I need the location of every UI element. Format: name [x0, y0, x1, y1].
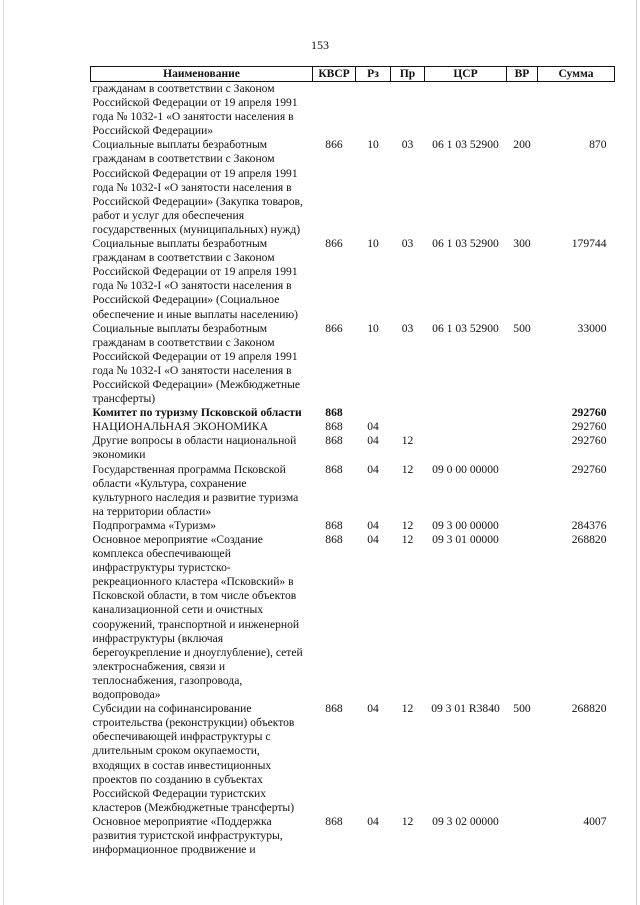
table-row [91, 815, 615, 857]
table-row [91, 519, 615, 533]
header-csr: ЦСР [425, 67, 507, 82]
cell-rz [356, 406, 391, 420]
cell-pr [391, 82, 425, 139]
cell-csr [425, 406, 507, 420]
cell-vr [507, 434, 538, 462]
cell-csr [425, 434, 507, 462]
cell-name: Социальные выплаты безработным гражданам в соответствии с Законом Российской Федерации от 19 апреля 1991 года № 1032-I «О занятости населения в Российской Федерации» (Социальное обеспечение и иные выплаты населению) [92, 237, 298, 321]
table-row [91, 434, 615, 462]
cell-csr: 06 1 03 52900 [432, 237, 499, 251]
header-pr: Пр [391, 67, 425, 82]
cell-rz: 10 [367, 321, 379, 335]
cell-pr: 12 [401, 533, 414, 546]
table-row [91, 702, 615, 815]
cell-pr: 03 [401, 237, 414, 251]
cell-kvsr: 868 [325, 406, 343, 420]
cell-pr: 12 [401, 814, 414, 828]
cell-rz: 04 [367, 533, 379, 546]
cell-pr: 12 [401, 434, 414, 448]
header-rz: Рз [356, 67, 391, 82]
table-row [91, 138, 615, 237]
table-row [91, 463, 615, 519]
cell-sum: 268820 [571, 533, 607, 546]
cell-name: Другие вопросы в области национальной экономики [92, 434, 297, 462]
table-row [91, 82, 615, 139]
cell-vr [507, 533, 538, 702]
cell-vr [507, 406, 538, 420]
cell-csr: 09 3 00 00000 [432, 518, 499, 532]
cell-sum: 268820 [571, 702, 607, 716]
cell-name: Основное мероприятие «Поддержка развития туристской инфраструктуры, информационное продвижение и [92, 814, 283, 857]
table-row [91, 420, 615, 434]
cell-pr: 12 [401, 462, 414, 476]
cell-kvsr: 868 [325, 518, 343, 532]
cell-sum: 292760 [571, 420, 607, 434]
cell-name: Государственная программа Псковской области «Культура, сохранение культурного наследия и развитие туризма на территории области» [92, 462, 299, 518]
cell-sum: 292760 [571, 406, 607, 420]
cell-sum [538, 82, 615, 139]
cell-sum: 179744 [571, 237, 607, 251]
scan-edge-left [3, 0, 4, 905]
scan-edge-right [636, 0, 637, 905]
cell-kvsr: 866 [325, 237, 343, 251]
cell-csr: 06 1 03 52900 [432, 138, 499, 152]
table-row [91, 322, 615, 407]
cell-rz: 04 [367, 702, 379, 716]
cell-csr: 06 1 03 52900 [432, 321, 499, 335]
cell-rz: 10 [367, 237, 379, 251]
header-kvsr: КВСР [313, 67, 356, 82]
cell-name: Подпрограмма «Туризм» [92, 518, 217, 532]
cell-csr: 09 0 00 00000 [432, 462, 499, 476]
cell-pr: 12 [401, 702, 414, 716]
cell-sum: 4007 [583, 814, 607, 828]
cell-name: Основное мероприятие «Создание комплекса обеспечивающей инфраструктуры туристско-рекреационного кластера «Псковский» в Псковской области, в том числе объектов канализационной сети и очистных сооружений, транспортной и инженерной инфраструктуры (включая берегоукрепление и дноуглубление), сетей электроснабжения, связи и теплоснабжения, газопровода, водопровода» [92, 533, 303, 702]
cell-rz: 04 [367, 814, 379, 828]
cell-kvsr: 866 [325, 138, 343, 152]
cell-rz [356, 82, 391, 139]
cell-name: Комитет по туризму Псковской области [92, 406, 302, 420]
cell-sum: 870 [589, 138, 607, 152]
cell-rz: 04 [367, 518, 379, 532]
header-vr: ВР [507, 67, 538, 82]
cell-csr [425, 420, 507, 434]
cell-sum: 284376 [571, 518, 607, 532]
cell-rz: 04 [367, 434, 379, 448]
table-row [91, 406, 615, 420]
cell-vr: 300 [513, 237, 531, 251]
table-header-row [91, 67, 615, 82]
cell-csr [425, 82, 507, 139]
table-row [91, 533, 615, 702]
cell-name: Социальные выплаты безработным гражданам в соответствии с Законом Российской Федерации от 19 апреля 1991 года № 1032-I «О занятости населения в Российской Федерации» (Закупка товаров, работ и услуг для обеспечения государственных (муниципальных) нужд) [92, 138, 303, 236]
table-row [91, 237, 615, 322]
cell-kvsr: 868 [325, 462, 343, 476]
cell-sum: 292760 [571, 434, 607, 448]
cell-vr [507, 815, 538, 857]
cell-sum: 33000 [577, 321, 607, 335]
cell-pr [391, 406, 425, 420]
cell-name: Субсидии на софинансирование строительства (реконструкции) объектов обеспечивающей инфраструктуры с длительным сроком окупаемости, входящих в состав инвестиционных проектов по созданию в субъектах Российской Федерации туристских кластеров (Межбюджетные трансферты) [92, 702, 295, 814]
budget-table [90, 66, 615, 857]
cell-kvsr: 868 [325, 420, 343, 434]
cell-pr: 12 [401, 518, 414, 532]
cell-csr: 09 3 01 00000 [432, 533, 499, 546]
cell-pr: 03 [401, 138, 414, 152]
cell-vr [507, 463, 538, 519]
cell-vr [507, 420, 538, 434]
cell-pr [391, 420, 425, 434]
cell-kvsr: 868 [325, 814, 343, 828]
cell-name: НАЦИОНАЛЬНАЯ ЭКОНОМИКА [92, 420, 269, 434]
cell-sum: 292760 [571, 462, 607, 476]
cell-kvsr [313, 82, 356, 139]
cell-pr: 03 [401, 321, 414, 335]
cell-vr: 500 [513, 321, 531, 335]
cell-vr: 200 [513, 138, 531, 152]
header-sum: Сумма [538, 67, 615, 82]
cell-rz: 10 [367, 138, 379, 152]
cell-rz: 04 [367, 420, 379, 434]
cell-kvsr: 866 [325, 321, 343, 335]
header-name: Наименование [91, 67, 313, 82]
cell-name: гражданам в соответствии с Законом Российской Федерации от 19 апреля 1991 года № 1032-1 «О занятости населения в Российской Федерации» [92, 82, 298, 138]
cell-kvsr: 868 [325, 702, 343, 716]
cell-kvsr: 868 [325, 533, 343, 546]
page-number: 153 [311, 38, 329, 52]
cell-csr: 09 3 02 00000 [432, 814, 499, 828]
cell-vr [507, 82, 538, 139]
cell-rz: 04 [367, 462, 379, 476]
cell-vr: 500 [513, 702, 531, 716]
cell-csr: 09 3 01 R3840 [431, 702, 500, 716]
cell-kvsr: 868 [325, 434, 343, 448]
cell-vr [507, 519, 538, 533]
cell-name: Социальные выплаты безработным гражданам в соответствии с Законом Российской Федерации от 19 апреля 1991 года № 1032-I «О занятости населения в Российской Федерации» (Межбюджетные трансферты) [92, 321, 301, 406]
